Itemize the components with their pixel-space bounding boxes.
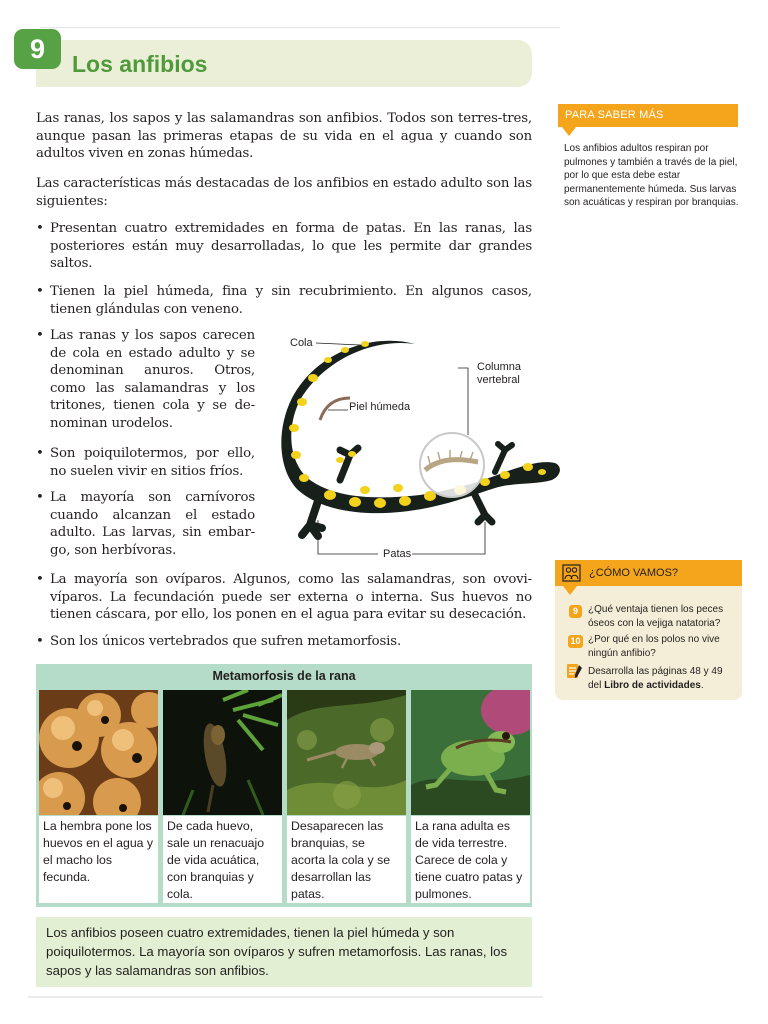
bullet-dot: • (36, 446, 44, 461)
froglet-photo (287, 690, 406, 815)
question-text: ¿Por qué en los polos no vive ningún anfibio? (588, 634, 720, 659)
bullet-item: Son los únicos vertebrados que sufren metamorfosis. (50, 634, 402, 649)
page-title: Los anfibios (72, 51, 208, 77)
activity-text (588, 665, 738, 692)
summary-box: Los anfibios poseen cuatro extremidades, tienen la piel húmeda y son poiquilotermos. La mayoría son ovíparos y sufren metamorfosis. Las ranas, los sapos y las salamandras son anfibios. (36, 917, 532, 987)
bullet-dot: • (36, 284, 44, 299)
label-piel-humeda: Piel húmeda (349, 401, 411, 413)
question-number-badge: 9 (569, 605, 582, 618)
question-number-badge: 10 (568, 635, 583, 648)
bullet-dot: • (36, 221, 44, 236)
intro-paragraph-2: Las características más destacadas de los anfibios en estado adulto son las siguientes: (36, 176, 532, 209)
metamorphosis-title: Metamorfosis de la rana (36, 664, 532, 688)
question-text: ¿Qué ventaja tienen los peces óseos con la vejiga natatoria? (588, 604, 724, 629)
notebook-pencil-icon (566, 662, 584, 680)
adult-frog-photo (411, 690, 530, 815)
unit-number-badge: 9 (14, 29, 61, 69)
metamorphosis-caption: Desaparecen las branquias, se acorta la cola y se desarrollan las patas. (287, 816, 406, 903)
bullet-item: La mayoría son carnívoros cuando alcanzan el estado adulto. Las larvas, sin embar-go, son herbívoras. (50, 490, 255, 558)
group-people-icon (562, 564, 581, 582)
metamorphosis-caption: La hembra pone los huevos en el agua y el macho los fecunda. (39, 816, 158, 903)
label-columna-vertebral: Columna vertebral (477, 361, 522, 386)
bullet-dot: • (36, 490, 44, 505)
bottom-rule (28, 996, 543, 998)
frog-eggs-photo (39, 690, 158, 815)
label-patas: Patas (383, 548, 412, 560)
label-cola: Cola (290, 337, 313, 349)
metamorphosis-caption: De cada huevo, sale un renacuajo de vida acuática, con branquias y cola. (163, 816, 282, 903)
bullet-dot: • (36, 634, 44, 649)
bullet-item: Las ranas y los sapos carecen de cola en estado adulto y se denominan anuros. Otros, como las salamandras y los tritones, tienen cola y se de-nominan urodelos. (50, 328, 255, 431)
metamorphosis-caption: La rana adulta es de vida terrestre. Carece de cola y tiene cuatro patas y pulmones. (411, 816, 530, 903)
como-vamos-title: ¿CÓMO VAMOS? (589, 567, 679, 579)
top-rule (40, 27, 560, 28)
bullet-item: Tienen la piel húmeda, fina y sin recubrimiento. En algunos casos, tienen glándulas con veneno. (50, 284, 532, 317)
intro-paragraph: Las ranas, los sapos y las salamandras son anfibios. Todos son terres-tres, aunque pasan las primeras etapas de su vida en el agua y cuando son adultos viven en zonas húmedas. (36, 111, 532, 161)
activity-period: . (700, 679, 704, 691)
bullet-item: Presentan cuatro extremidades en forma de patas. En las ranas, las posteriores están muy desarrolladas, lo que les permite dar grandes saltos. (50, 221, 532, 271)
activity-intro: Desarrolla las páginas 48 y 49 del (588, 666, 723, 691)
saber-mas-title: PARA SABER MÁS (565, 109, 664, 121)
saber-mas-text: Los anfibios adultos respiran por pulmones y también a través de la piel, por lo que esta debe estar permanentemente húmeda. Sus larvas son acuáticas y respiran por branquias. (564, 143, 739, 209)
bullet-dot: • (36, 572, 44, 587)
saber-mas-notch (562, 127, 576, 136)
activity-book-title: Libro de actividades (604, 679, 701, 691)
bullet-item: La mayoría son ovíparos. Algunos, como las salamandras, son ovovi-víparos. La fecundación puede ser externa o interna. Sus huevos no tienen cáscara, por ello, los ponen en el agua para evitar su desecación. (50, 572, 532, 622)
bullet-item: Son poiquilotermos, por ello, no suelen vivir en sitios fríos. (50, 446, 255, 479)
tadpole-photo (163, 690, 282, 815)
como-vamos-notch (563, 586, 577, 595)
bullet-dot: • (36, 328, 44, 343)
